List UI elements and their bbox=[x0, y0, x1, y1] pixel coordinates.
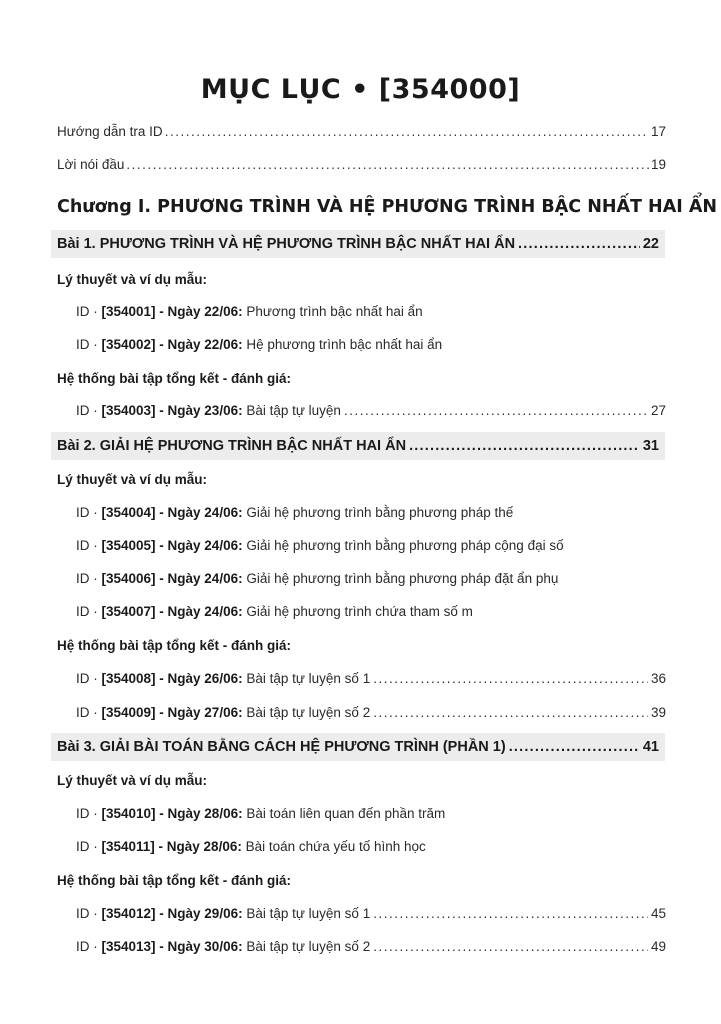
entry-text: Bài tập tự luyện số 1 bbox=[246, 906, 371, 921]
leader-dots bbox=[373, 939, 648, 954]
id-prefix: ID · bbox=[76, 403, 102, 418]
leader-dots bbox=[344, 403, 648, 418]
leader-dots bbox=[373, 705, 648, 720]
entry-text: Bài tập tự luyện số 2 bbox=[246, 939, 371, 954]
entry-code: [354001] - Ngày 22/06: bbox=[101, 304, 243, 319]
entry-code: [354006] - Ngày 24/06: bbox=[101, 571, 243, 586]
toc-entry-page: 17 bbox=[650, 124, 666, 139]
entry-code: [354002] - Ngày 22/06: bbox=[101, 337, 243, 352]
entry-text: Bài tập tự luyện số 1 bbox=[246, 671, 371, 686]
entry-page: 49 bbox=[650, 939, 666, 954]
leader-dots bbox=[409, 438, 640, 454]
page-title: MỤC LỤC • [354000] bbox=[200, 74, 521, 105]
id-prefix: ID · bbox=[76, 806, 102, 821]
lesson-page: 41 bbox=[642, 739, 659, 755]
entry-page: 27 bbox=[650, 403, 666, 418]
id-prefix: ID · bbox=[76, 505, 102, 520]
leader-dots bbox=[518, 236, 640, 252]
toc-entry-354012[interactable] bbox=[76, 906, 666, 921]
leader-dots bbox=[509, 739, 640, 755]
toc-entry-354013[interactable] bbox=[76, 939, 666, 954]
entry-code: [354008] - Ngày 26/06: bbox=[101, 671, 243, 686]
id-prefix: ID · bbox=[76, 571, 102, 586]
entry-page: 39 bbox=[650, 705, 666, 720]
lesson-heading-1[interactable] bbox=[51, 230, 665, 258]
leader-dots bbox=[373, 671, 648, 686]
lesson-page: 31 bbox=[642, 438, 659, 454]
lesson-page: 22 bbox=[642, 236, 659, 252]
entry-text: Bài tập tự luyện số 2 bbox=[246, 705, 371, 720]
entry-code: [354009] - Ngày 27/06: bbox=[101, 705, 243, 720]
entry-text: Hệ phương trình bậc nhất hai ẩn bbox=[246, 337, 443, 352]
toc-entry-354003[interactable] bbox=[76, 403, 666, 418]
lesson-title: Bài 1. PHƯƠNG TRÌNH VÀ HỆ PHƯƠNG TRÌNH BẬC NHẤT HAI ẨN bbox=[57, 236, 516, 252]
entry-code: [354005] - Ngày 24/06: bbox=[101, 538, 243, 553]
entry-code: [354007] - Ngày 24/06: bbox=[101, 604, 243, 619]
section-theory-heading: Lý thuyết và ví dụ mẫu: bbox=[57, 773, 208, 788]
toc-entry-354007[interactable] bbox=[76, 604, 666, 619]
entry-code: [354003] - Ngày 23/06: bbox=[101, 403, 243, 418]
id-prefix: ID · bbox=[76, 337, 102, 352]
section-theory-heading: Lý thuyết và ví dụ mẫu: bbox=[57, 272, 208, 287]
id-prefix: ID · bbox=[76, 705, 102, 720]
lesson-title: Bài 2. GIẢI HỆ PHƯƠNG TRÌNH BẬC NHẤT HAI ẨN bbox=[57, 438, 407, 454]
id-prefix: ID · bbox=[76, 939, 102, 954]
lesson-heading-2[interactable] bbox=[51, 432, 665, 460]
toc-entry-354006[interactable] bbox=[76, 571, 666, 586]
toc-entry-page: 19 bbox=[650, 157, 666, 172]
leader-dots bbox=[373, 906, 648, 921]
id-prefix: ID · bbox=[76, 839, 102, 854]
entry-code: [354010] - Ngày 28/06: bbox=[101, 806, 243, 821]
toc-entry-label: Lời nói đầu bbox=[57, 157, 125, 172]
lesson-heading-3[interactable] bbox=[51, 733, 665, 761]
entry-text: Giải hệ phương trình bằng phương pháp cộng đại số bbox=[246, 538, 564, 553]
toc-entry-354009[interactable] bbox=[76, 705, 666, 720]
toc-entry-354001[interactable] bbox=[76, 304, 666, 319]
entry-code: [354012] - Ngày 29/06: bbox=[101, 906, 243, 921]
toc-entry-354002[interactable] bbox=[76, 337, 666, 352]
section-review-heading: Hệ thống bài tập tổng kết - đánh giá: bbox=[57, 371, 291, 386]
section-review-heading: Hệ thống bài tập tổng kết - đánh giá: bbox=[57, 638, 291, 653]
section-review-heading: Hệ thống bài tập tổng kết - đánh giá: bbox=[57, 873, 291, 888]
entry-page: 45 bbox=[650, 906, 666, 921]
entry-text: Bài toán chứa yếu tố hình học bbox=[245, 839, 426, 854]
entry-text: Giải hệ phương trình bằng phương pháp đặt ẩn phụ bbox=[246, 571, 559, 586]
entry-page: 36 bbox=[650, 671, 666, 686]
entry-text: Phương trình bậc nhất hai ẩn bbox=[246, 304, 423, 319]
entry-text: Giải hệ phương trình bằng phương pháp thế bbox=[246, 505, 514, 520]
toc-entry-354004[interactable] bbox=[76, 505, 666, 520]
entry-text: Giải hệ phương trình chứa tham số m bbox=[246, 604, 473, 619]
leader-dots bbox=[126, 157, 649, 172]
toc-entry-354005[interactable] bbox=[76, 538, 666, 553]
section-theory-heading: Lý thuyết và ví dụ mẫu: bbox=[57, 472, 208, 487]
toc-entry-354011[interactable] bbox=[76, 839, 666, 854]
entry-text: Bài toán liên quan đến phần trăm bbox=[246, 806, 446, 821]
toc-entry-354008[interactable] bbox=[76, 671, 666, 686]
leader-dots bbox=[165, 124, 649, 139]
id-prefix: ID · bbox=[76, 671, 102, 686]
toc-entry-label: Hướng dẫn tra ID bbox=[57, 124, 163, 139]
entry-code: [354013] - Ngày 30/06: bbox=[101, 939, 243, 954]
toc-entry-preface[interactable] bbox=[57, 157, 666, 172]
id-prefix: ID · bbox=[76, 304, 102, 319]
chapter-heading: Chương I. PHƯƠNG TRÌNH VÀ HỆ PHƯƠNG TRÌNH BẬC NHẤT HAI ẨN bbox=[57, 197, 718, 217]
entry-code: [354004] - Ngày 24/06: bbox=[101, 505, 243, 520]
toc-entry-guide[interactable] bbox=[57, 124, 666, 139]
entry-text: Bài tập tự luyện bbox=[246, 403, 341, 418]
id-prefix: ID · bbox=[76, 604, 102, 619]
entry-code: [354011] - Ngày 28/06: bbox=[101, 839, 242, 854]
id-prefix: ID · bbox=[76, 906, 102, 921]
toc-entry-354010[interactable] bbox=[76, 806, 666, 821]
id-prefix: ID · bbox=[76, 538, 102, 553]
lesson-title: Bài 3. GIẢI BÀI TOÁN BẰNG CÁCH HỆ PHƯƠNG TRÌNH (PHẦN 1) bbox=[57, 739, 506, 755]
